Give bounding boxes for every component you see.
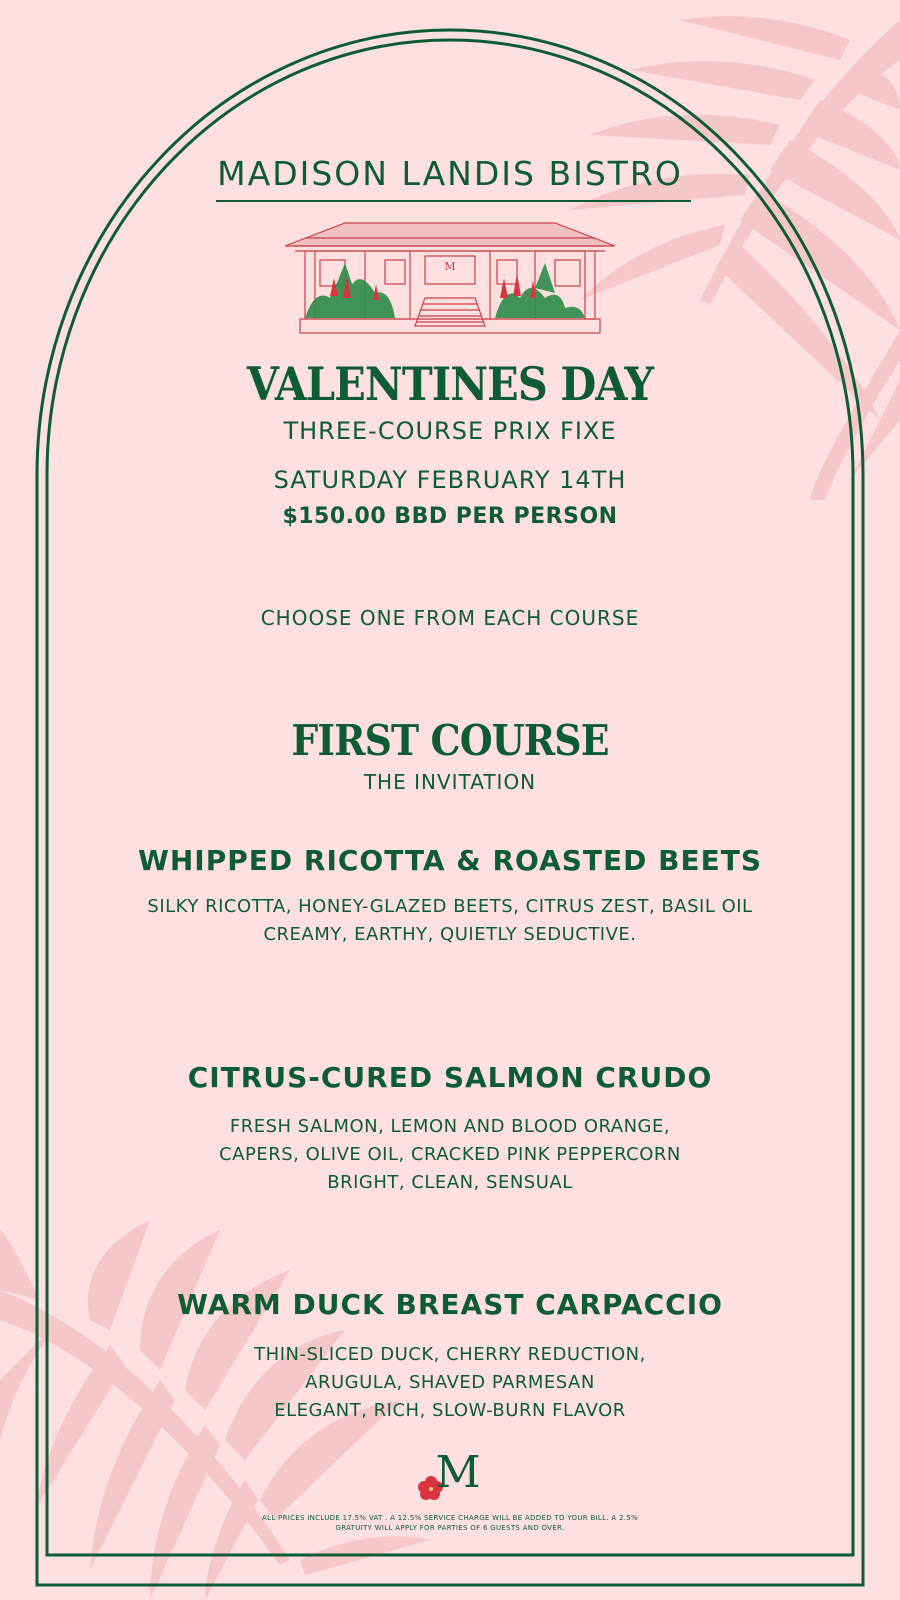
footer-note: ALL PRICES INCLUDE 17.5% VAT . A 12.5% SERVICE CHARGE WILL BE ADDED TO YOUR BILL. A 2.5% [262, 1514, 638, 1522]
event-date: SATURDAY FEBRUARY 14TH [273, 466, 627, 494]
bistro-building-illustration [285, 218, 615, 343]
course-title: FIRST COURSE [291, 716, 609, 765]
logo-letter: M [435, 1447, 481, 1498]
menu-item-name: WHIPPED RICOTTA & ROASTED BEETS [137, 844, 762, 877]
event-title: VALENTINES DAY [246, 357, 654, 411]
menu-item-description: SILKY RICOTTA, HONEY-GLAZED BEETS, CITRUS ZEST, BASIL OIL [147, 896, 753, 917]
footer-note: GRATUITY WILL APPLY FOR PARTIES OF 6 GUESTS AND OVER. [335, 1524, 565, 1532]
menu-item-description: THIN-SLICED DUCK, CHERRY REDUCTION, [254, 1344, 646, 1365]
title-underline [216, 200, 691, 202]
menu-item-description: ARUGULA, SHAVED PARMESAN [305, 1372, 595, 1393]
menu-item-description: ELEGANT, RICH, SLOW-BURN FLAVOR [274, 1400, 626, 1421]
event-price: $150.00 BBD PER PERSON [282, 504, 618, 529]
menu-item-description: BRIGHT, CLEAN, SENSUAL [327, 1172, 573, 1193]
menu-item-name: WARM DUCK BREAST CARPACCIO [177, 1288, 723, 1321]
course-subtitle: THE INVITATION [363, 770, 537, 794]
restaurant-name: MADISON LANDIS BISTRO [217, 154, 683, 193]
menu-item-description: FRESH SALMON, LEMON AND BLOOD ORANGE, [229, 1116, 671, 1137]
menu-item-description: CAPERS, OLIVE OIL, CRACKED PINK PEPPERCORN [219, 1144, 681, 1165]
svg-text:M: M [444, 260, 456, 273]
menu-item-name: CITRUS-CURED SALMON CRUDO [187, 1061, 713, 1094]
event-subtitle: THREE-COURSE PRIX FIXE [283, 417, 617, 445]
course-instruction: CHOOSE ONE FROM EACH COURSE [260, 606, 640, 630]
bistro-logo [418, 1447, 488, 1501]
menu-item-description: CREAMY, EARTHY, QUIETLY SEDUCTIVE. [263, 924, 637, 945]
